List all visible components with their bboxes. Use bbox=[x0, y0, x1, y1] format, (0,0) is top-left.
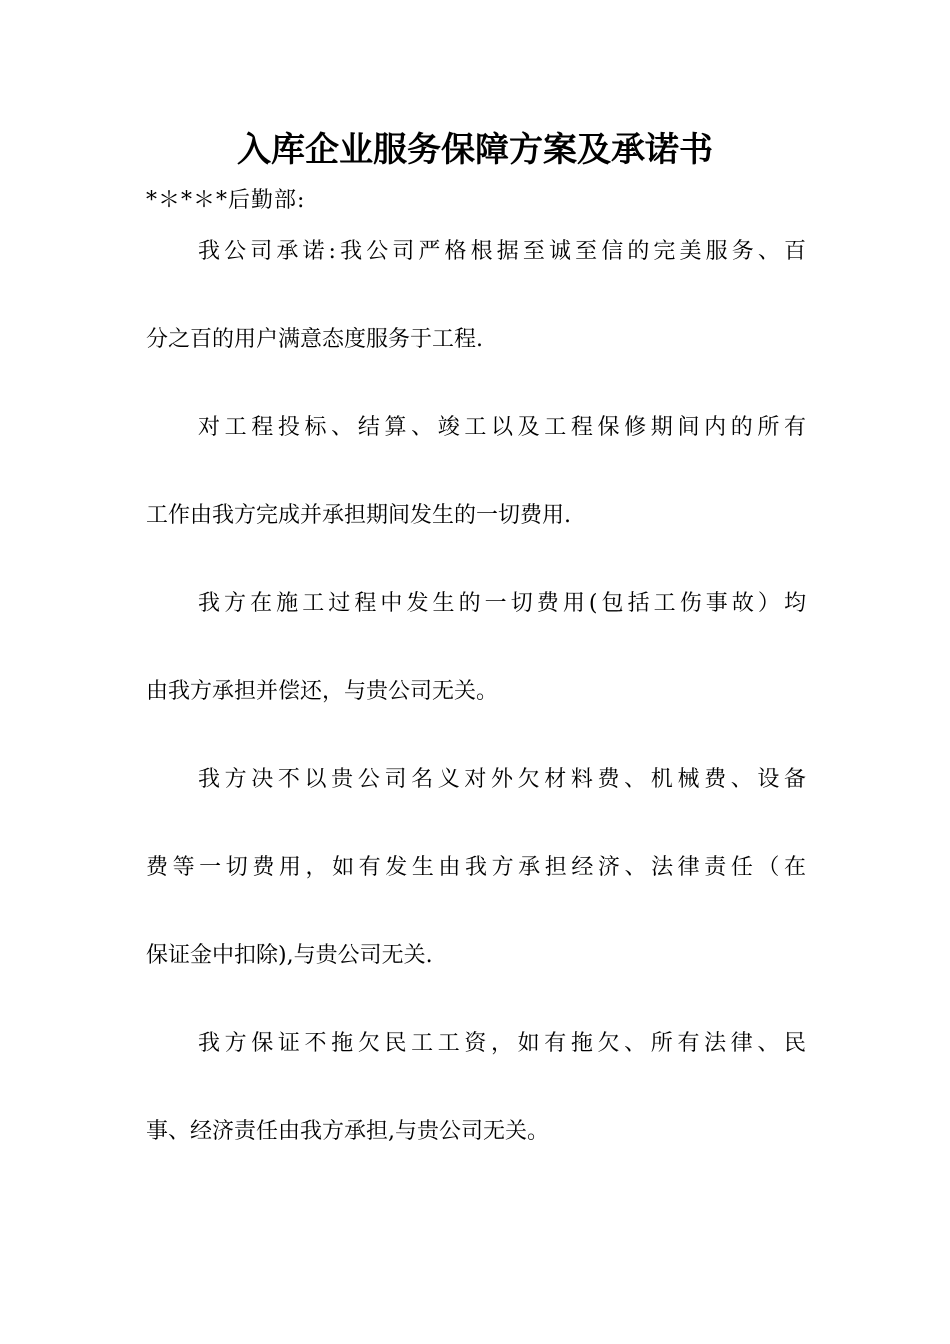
document-title: 入库企业服务保障方案及承诺书 bbox=[237, 130, 713, 170]
paragraph-line: 对工程投标、结算、竣工以及工程保修期间内的所有 bbox=[198, 415, 806, 440]
paragraph-4 bbox=[146, 758, 806, 1022]
paragraph-line: 分之百的用户满意态度服务于工程. bbox=[146, 327, 483, 352]
salutation: *＊*＊*后勤部: bbox=[146, 188, 306, 213]
paragraph-1 bbox=[146, 230, 806, 406]
paragraph-line: 事、经济责任由我方承担,与贵公司无关。 bbox=[146, 1119, 549, 1144]
paragraph-line: 由我方承担并偿还，与贵公司无关。 bbox=[146, 679, 499, 704]
paragraph-line: 我方决不以贵公司名义对外欠材料费、机械费、设备 bbox=[198, 767, 806, 792]
paragraph-3 bbox=[146, 582, 806, 758]
paragraph-line: 我方保证不拖欠民工工资，如有拖欠、所有法律、民 bbox=[198, 1031, 806, 1056]
paragraph-line: 工作由我方完成并承担期间发生的一切费用. bbox=[146, 503, 571, 528]
paragraph-line: 费等一切费用，如有发生由我方承担经济、法律责任（在 bbox=[146, 855, 806, 880]
paragraph-line: 保证金中扣除),与贵公司无关. bbox=[146, 943, 433, 968]
paragraph-line: 我方在施工过程中发生的一切费用(包括工伤事故）均 bbox=[198, 591, 806, 616]
paragraph-line: 我公司承诺:我公司严格根据至诚至信的完美服务、百 bbox=[198, 239, 806, 264]
paragraph-2 bbox=[146, 406, 806, 582]
document-body bbox=[146, 230, 806, 1154]
paragraph-5 bbox=[146, 1022, 806, 1154]
